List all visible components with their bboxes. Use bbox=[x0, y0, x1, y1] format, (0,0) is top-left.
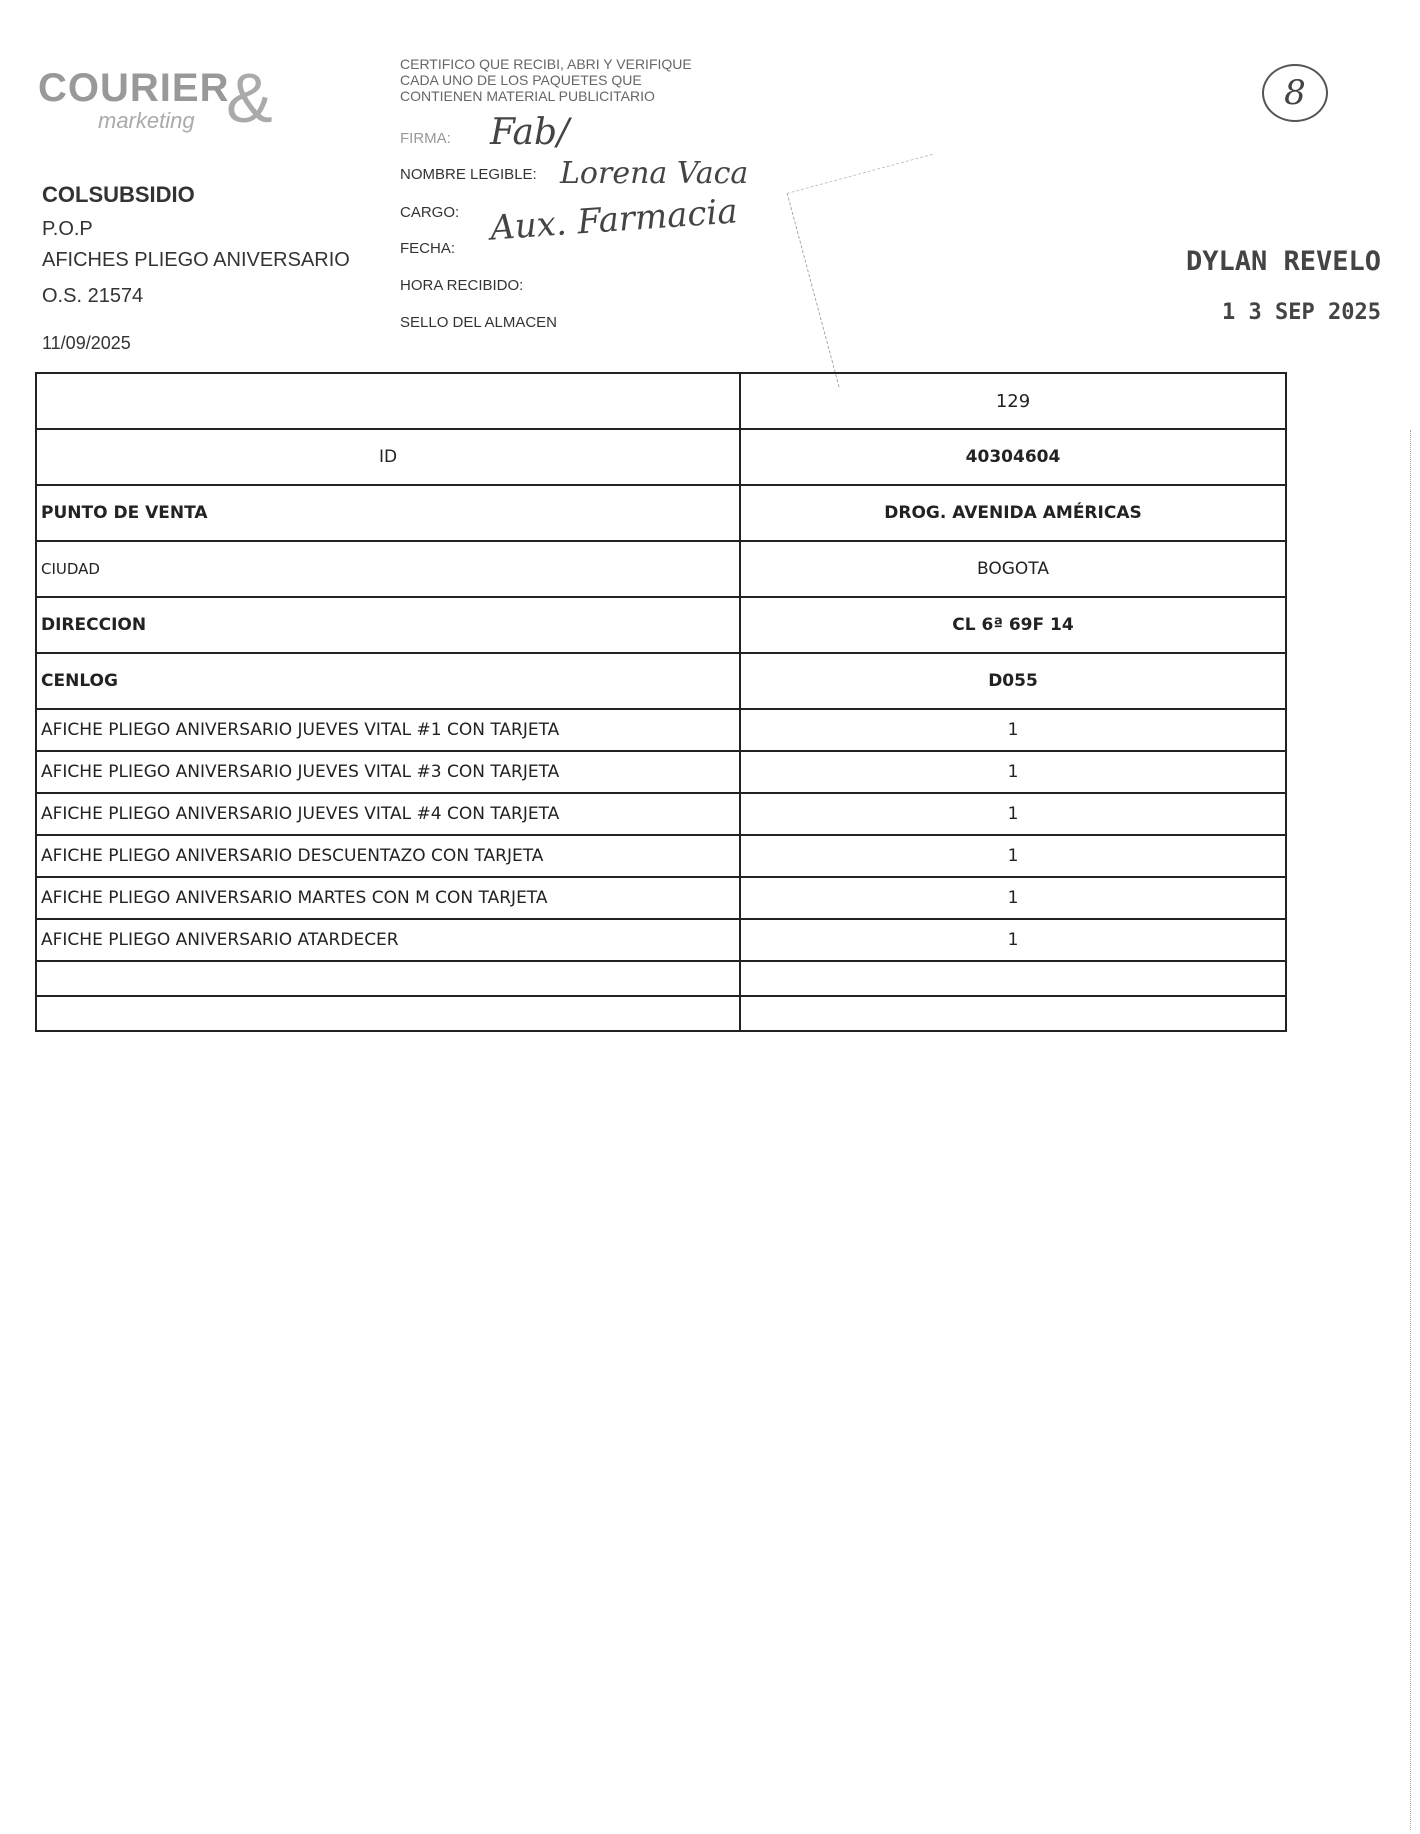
item-row: AFICHE PLIEGO ANIVERSARIO ATARDECER 1 bbox=[36, 919, 1286, 961]
firma-label: FIRMA: bbox=[400, 130, 451, 147]
product-name: AFICHES PLIEGO ANIVERSARIO bbox=[42, 249, 350, 271]
sequence-number: 129 bbox=[740, 373, 1286, 429]
table-row: CENLOG D055 bbox=[36, 653, 1286, 709]
signature: Fab/ bbox=[490, 112, 570, 153]
table-row: DIRECCION CL 6ª 69F 14 bbox=[36, 597, 1286, 653]
item-row: AFICHE PLIEGO ANIVERSARIO MARTES CON M CON TARJETA 1 bbox=[36, 877, 1286, 919]
material-type: P.O.P bbox=[42, 218, 93, 240]
hora-label: HORA RECIBIDO: bbox=[400, 277, 524, 294]
item-row: AFICHE PLIEGO ANIVERSARIO DESCUENTAZO CON TARJETA 1 bbox=[36, 835, 1286, 877]
order-number: O.S. 21574 bbox=[42, 285, 144, 307]
delivery-table bbox=[35, 372, 1287, 1032]
scan-edge bbox=[1410, 430, 1412, 1830]
item-row: AFICHE PLIEGO ANIVERSARIO JUEVES VITAL #4 CON TARJETA 1 bbox=[36, 793, 1286, 835]
handwritten-role: Aux. Farmacia bbox=[488, 191, 739, 249]
certification-text: CERTIFICO QUE RECIBI, ABRI Y VERIFIQUE CADA UNO DE LOS PAQUETES QUE CONTIENEN MATERIAL PUBLICITARIO bbox=[400, 56, 692, 104]
nombre-label: NOMBRE LEGIBLE: bbox=[400, 166, 537, 183]
item-row: AFICHE PLIEGO ANIVERSARIO JUEVES VITAL #3 CON TARJETA 1 bbox=[36, 751, 1286, 793]
cargo-label: CARGO: bbox=[400, 204, 460, 221]
received-stamp-date: 1 3 SEP 2025 bbox=[1222, 300, 1381, 325]
empty-row bbox=[36, 961, 1286, 996]
table-row: ID 40304604 bbox=[36, 429, 1286, 485]
faint-stamp bbox=[787, 154, 985, 387]
client-name: COLSUBSIDIO bbox=[42, 182, 195, 207]
fecha-label: FECHA: bbox=[400, 240, 456, 257]
handwritten-name: Lorena Vaca bbox=[560, 156, 749, 191]
document-date: 11/09/2025 bbox=[42, 333, 131, 353]
table-row bbox=[36, 373, 1286, 429]
empty-row bbox=[36, 996, 1286, 1031]
page-number-mark: 8 bbox=[1262, 64, 1328, 122]
sello-label: SELLO DEL ALMACEN bbox=[400, 314, 558, 331]
table-row: CIUDAD BOGOTA bbox=[36, 541, 1286, 597]
received-stamp-name: DYLAN REVELO bbox=[1186, 246, 1382, 277]
table-row: PUNTO DE VENTA DROG. AVENIDA AMÉRICAS bbox=[36, 485, 1286, 541]
item-row: AFICHE PLIEGO ANIVERSARIO JUEVES VITAL #1 CON TARJETA 1 bbox=[36, 709, 1286, 751]
courier-logo: COURIER marketing & bbox=[38, 59, 273, 137]
